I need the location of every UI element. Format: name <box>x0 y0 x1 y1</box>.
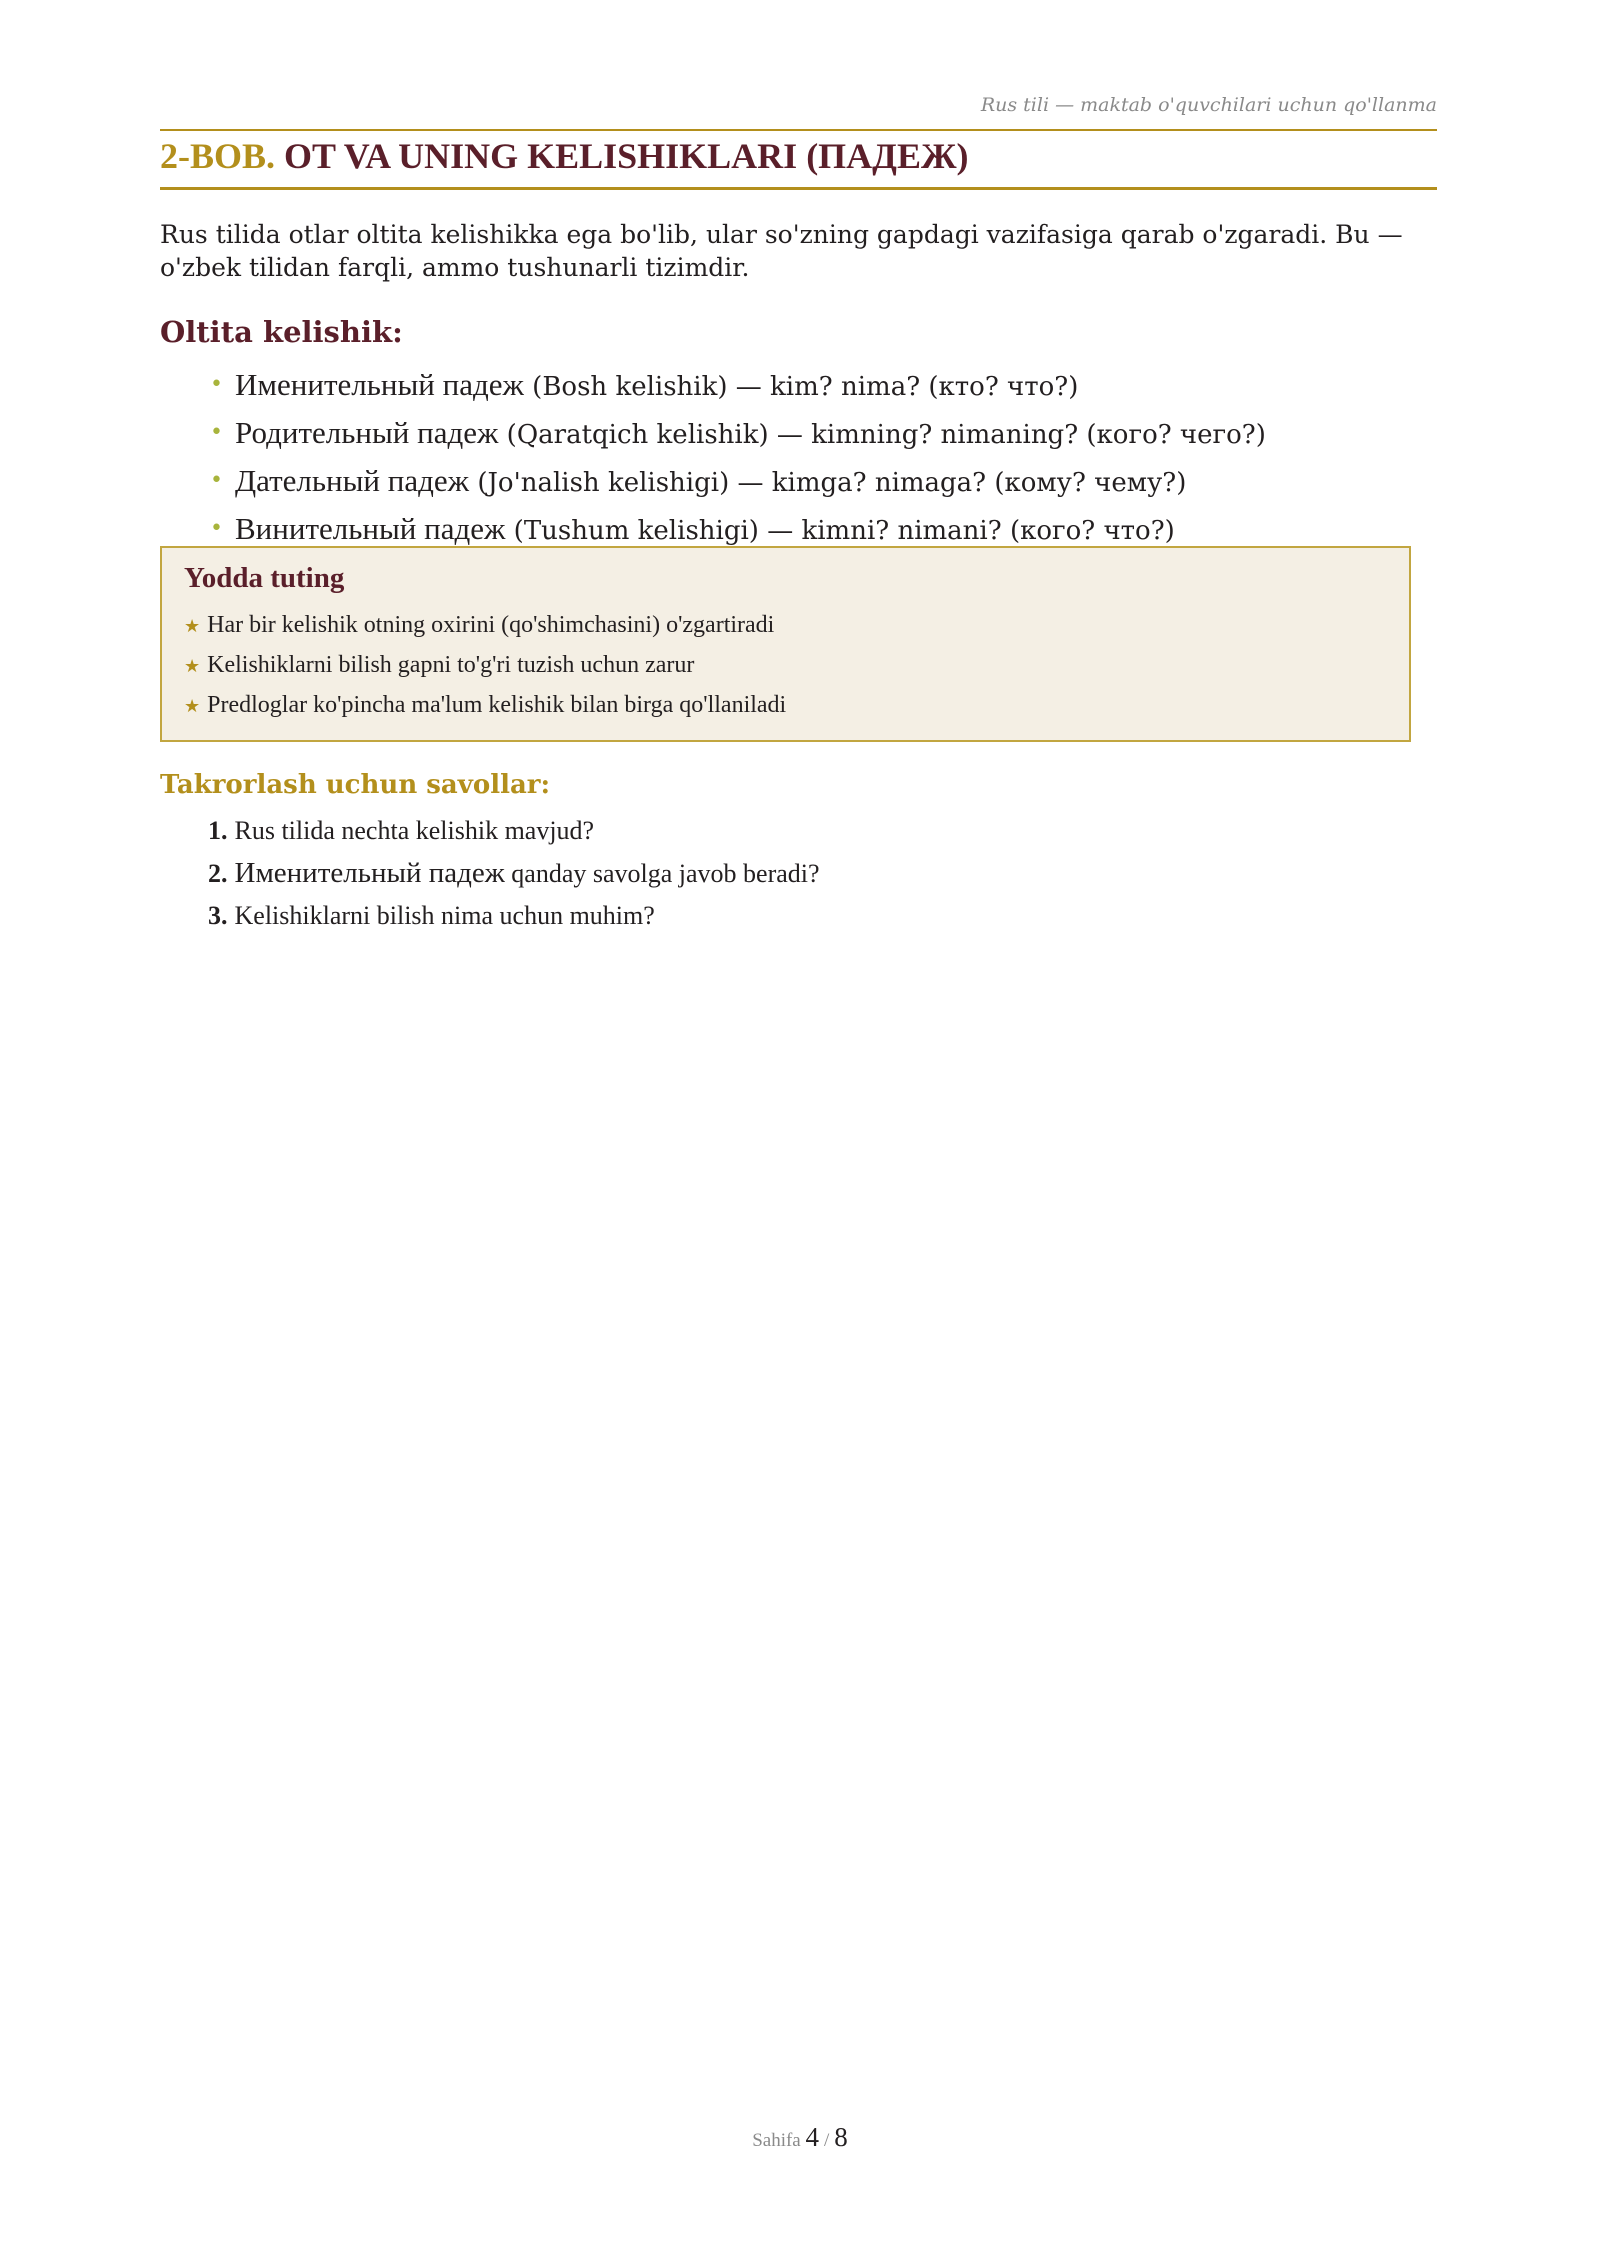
list-item <box>210 458 1266 506</box>
note-list <box>184 606 786 726</box>
list-item <box>210 362 1266 410</box>
cases-list <box>210 362 1266 554</box>
list-item <box>184 646 786 686</box>
running-header: Rus tili — maktab o'quvchilari uchun qo'llanma <box>980 94 1437 116</box>
case-description: (Tushum kelishigi) — kimni? nimani? (кого? что?) <box>505 516 1175 546</box>
chapter-title <box>160 131 1437 187</box>
review-questions-list <box>208 810 820 937</box>
star-icon: ★ <box>184 696 201 716</box>
bullet-icon: • <box>210 420 223 445</box>
note-item-text: Predloglar ko'pincha ma'lum kelishik bilan birga qo'llaniladi <box>207 692 787 718</box>
question-number: 1. <box>208 816 228 845</box>
list-item <box>208 810 820 852</box>
review-heading: Takrorlash uchun savollar: <box>160 770 551 800</box>
note-item-text: Kelishiklarni bilish gapni to'g'ri tuzish uchun zarur <box>207 652 695 678</box>
cases-heading: Oltita kelishik: <box>160 315 403 349</box>
current-page-number: 4 <box>805 2122 819 2152</box>
title-divider <box>160 187 1437 190</box>
list-item <box>208 852 820 895</box>
question-case-ru: Именительный падеж <box>234 857 505 889</box>
note-title: Yodda tuting <box>184 562 345 594</box>
list-item <box>210 410 1266 458</box>
total-pages-number: 8 <box>834 2122 848 2152</box>
bullet-icon: • <box>210 516 223 541</box>
intro-paragraph: Rus tilida otlar oltita kelishikka ega bo'lib, ular so'zning gapdagi vazifasiga qarab o'zgaradi. Bu — o'zbek tilidan farqli, ammo tushunarli tizimdir. <box>160 220 1403 282</box>
question-number: 2. <box>208 859 228 888</box>
chapter-title-text: OT VA UNING KELISHIKLARI (ПАДЕЖ) <box>284 136 969 176</box>
list-item <box>208 895 820 937</box>
list-item <box>184 606 786 646</box>
question-text: Rus tilida nechta kelishik mavjud? <box>234 816 595 845</box>
bullet-icon: • <box>210 468 223 493</box>
case-name-ru: Дательный падеж <box>235 463 470 498</box>
star-icon: ★ <box>184 656 201 676</box>
page-label: Sahifa <box>752 2130 801 2151</box>
question-text: qanday savolga javob beradi? <box>504 859 820 888</box>
note-item-text: Har bir kelishik otning oxirini (qo'shimchasini) o'zgartiradi <box>207 612 775 638</box>
case-description: (Jo'nalish kelishigi) — kimga? nimaga? (кому? чему?) <box>469 468 1187 498</box>
page-footer <box>0 2122 1600 2153</box>
chapter-number: 2-BOB. <box>160 136 276 176</box>
case-name-ru: Винительный падеж <box>235 511 506 546</box>
case-name-ru: Именительный падеж <box>235 367 524 402</box>
question-number: 3. <box>208 901 228 930</box>
case-name-ru: Родительный падеж <box>235 415 499 450</box>
case-description: (Qaratqich kelishik) — kimning? nimaning? (кого? чего?) <box>498 420 1266 450</box>
list-item <box>184 686 786 726</box>
bullet-icon: • <box>210 372 223 397</box>
question-text: Kelishiklarni bilish nima uchun muhim? <box>234 901 655 930</box>
remember-note-box <box>160 546 1411 742</box>
case-description: (Bosh kelishik) — kim? nima? (кто? что?) <box>523 372 1079 402</box>
star-icon: ★ <box>184 616 201 636</box>
page-separator: / <box>824 2130 830 2151</box>
